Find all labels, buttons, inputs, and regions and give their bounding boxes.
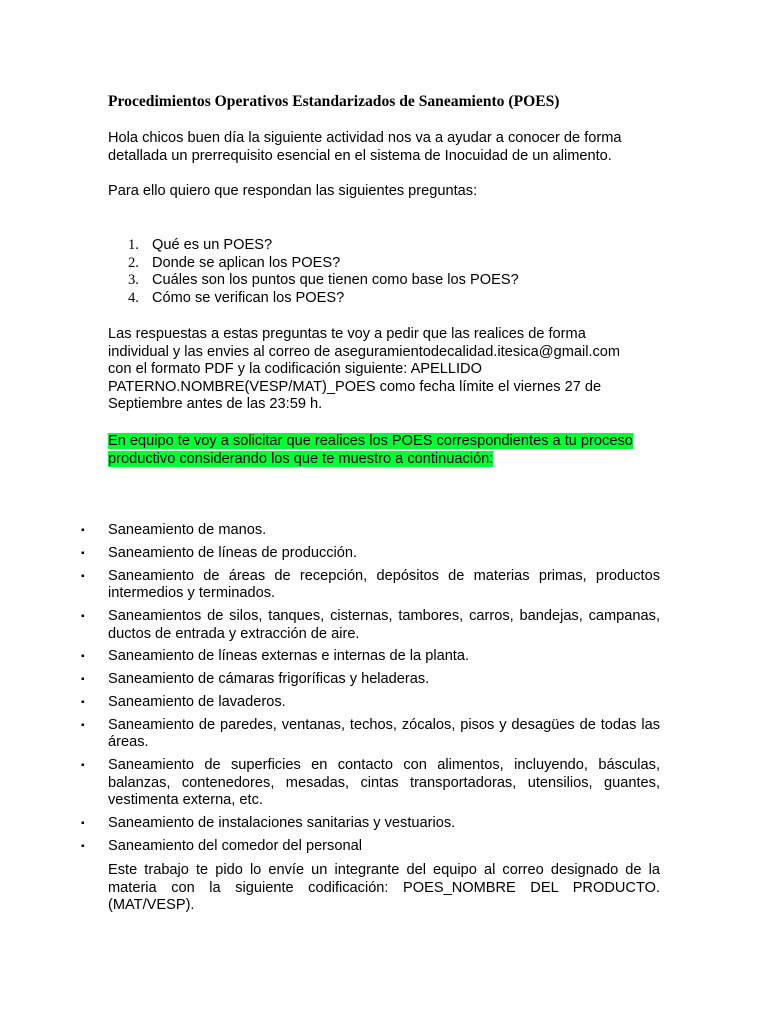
question-number: 2. xyxy=(128,254,139,271)
list-item xyxy=(81,567,660,603)
answers-line-code: PATERNO.NOMBRE(VESP/MAT)_POES como fecha límite el viernes 27 de xyxy=(108,378,602,395)
list-item-text: Saneamiento de paredes, ventanas, techos, zócalos, pisos y desagües de todas las áreas. xyxy=(108,716,660,751)
list-item-text: Saneamiento de áreas de recepción, depósitos de materias primas, productos intermedios y terminados. xyxy=(108,567,660,602)
final-instructions: Este trabajo te pido lo envíe un integrante del equipo al correo designado de la materia con la siguiente codificación: POES_NOMBRE DEL PRODUCTO.(MAT/VESP). xyxy=(108,862,660,914)
answers-line-deadline: Septiembre antes de las 23:59 h. xyxy=(108,396,323,413)
bullet-icon: ▪ xyxy=(81,719,85,731)
list-item xyxy=(81,693,660,712)
list-item-text: Saneamiento de cámaras frigoríficas y heladeras. xyxy=(108,671,430,688)
question-item xyxy=(108,255,519,273)
document-title: Procedimientos Operativos Estandarizados de Saneamiento (POES) xyxy=(108,93,560,110)
questions-prompt: Para ello quiero que respondan las siguientes preguntas: xyxy=(108,183,478,199)
highlighted-text: productivo considerando los que te muestro a continuación: xyxy=(108,450,494,467)
list-item xyxy=(81,716,660,752)
list-item xyxy=(81,757,660,810)
question-number: 3. xyxy=(128,272,139,289)
answers-line: con el formato PDF y la codificación siguiente: APELLIDO xyxy=(108,361,482,378)
question-item xyxy=(108,290,519,308)
question-text: Donde se aplican los POES? xyxy=(152,254,341,271)
answers-instructions xyxy=(108,326,660,414)
list-item-text: Saneamiento de manos. xyxy=(108,522,267,538)
bullet-icon: ▪ xyxy=(81,547,85,559)
list-item-text: Saneamiento de instalaciones sanitarias y vestuarios. xyxy=(108,815,456,831)
list-item-text: Saneamiento de lavaderos. xyxy=(108,693,286,710)
intro-paragraph: Hola chicos buen día la siguiente actividad nos va a ayudar a conocer de forma detallada un prerrequisito esencial en el sistema de Inocuidad de un alimento. xyxy=(108,130,622,164)
list-item-text: Saneamiento del comedor del personal xyxy=(108,837,362,854)
question-text: Cuáles son los puntos que tienen como base los POES? xyxy=(152,272,519,289)
question-text: Cómo se verifican los POES? xyxy=(152,289,345,306)
bullet-icon: ▪ xyxy=(81,760,85,772)
bullet-icon: ▪ xyxy=(81,840,85,852)
list-item xyxy=(81,815,660,833)
list-item-text: Saneamientos de silos, tanques, cisternas, tambores, carros, bandejas, campanas, ductos de entrada y extracción de aire. xyxy=(108,607,660,642)
bullet-icon: ▪ xyxy=(81,610,85,622)
list-item xyxy=(81,607,660,643)
list-item xyxy=(81,837,660,856)
answers-line-email: individual y las envies al correo de aseguramientodecalidad.itesica@gmail.com xyxy=(108,343,621,360)
answers-line: Las respuestas a estas preguntas te voy a pedir que las realices de forma xyxy=(108,326,586,342)
question-number: 4. xyxy=(128,289,139,306)
list-item-text: Saneamiento de líneas externas e internas de la planta. xyxy=(108,648,470,665)
list-item xyxy=(81,648,660,666)
questions-list xyxy=(108,237,519,307)
bullet-icon: ▪ xyxy=(81,674,85,686)
bullet-icon: ▪ xyxy=(81,525,85,536)
sanitation-list xyxy=(81,522,660,861)
question-item xyxy=(108,272,519,290)
list-item-text: Saneamiento de líneas de producción. xyxy=(108,544,358,561)
list-item xyxy=(81,522,660,540)
bullet-icon: ▪ xyxy=(81,570,85,582)
team-instructions xyxy=(108,433,660,468)
question-item xyxy=(108,237,519,255)
list-item xyxy=(81,671,660,689)
list-item-text: Saneamiento de superficies en contacto con alimentos, incluyendo, básculas, balanzas, contenedores, mesadas, cintas transportadoras, utensilios, guantes, vestimenta externa, etc. xyxy=(108,757,660,809)
highlighted-text: En equipo te voy a solicitar que realices los POES correspondientes a tu proceso xyxy=(108,433,633,449)
bullet-icon: ▪ xyxy=(81,696,85,708)
bullet-icon: ▪ xyxy=(81,818,85,829)
list-item xyxy=(81,544,660,563)
bullet-icon: ▪ xyxy=(81,651,85,663)
question-number: 1. xyxy=(128,237,139,253)
question-text: Qué es un POES? xyxy=(152,237,273,253)
